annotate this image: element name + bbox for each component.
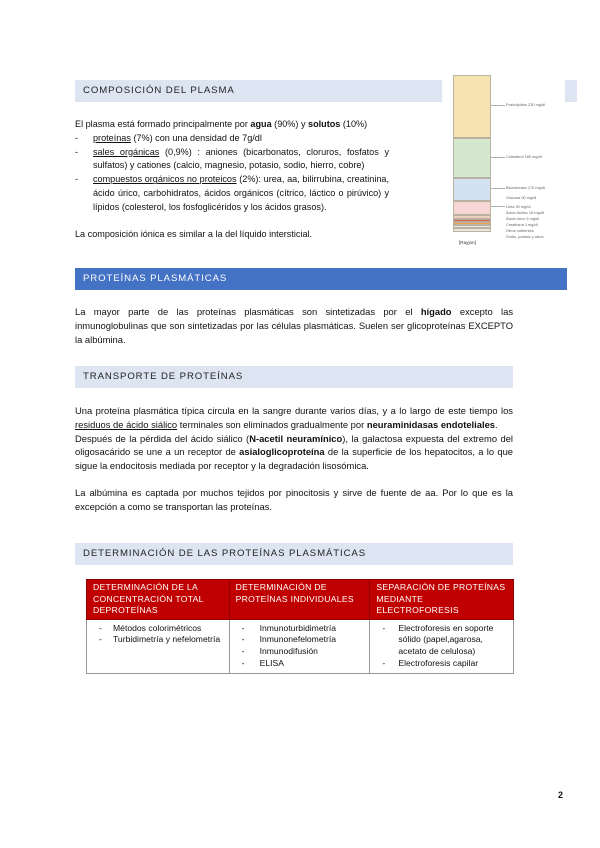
table-header-row (87, 580, 514, 620)
list-item: - Electroforesis capilar (376, 658, 507, 670)
methods-table (86, 579, 514, 674)
figure-source: [Rayjon] (459, 240, 476, 245)
bar-bicarbonato (453, 178, 491, 201)
label-acido-lactico: Ácido láctico 18 mg/dl (506, 210, 544, 215)
label-urea: Urea 30 mg/dl (506, 204, 531, 209)
bar-colesterol (453, 138, 491, 178)
composicion-list (75, 132, 389, 215)
table-header: DETERMINACIÓN DE PROTEÍNAS INDIVIDUALES (229, 580, 370, 620)
page-number: 2 (558, 790, 564, 800)
label-colesterol: Colesterol 180 mg/dl (506, 154, 542, 159)
label-fosfolipidos: Fosfolípidos 230 mg/dl (506, 102, 546, 107)
plasma-composition-figure (451, 72, 571, 252)
heading-text: DETERMINACIÓN DE LAS PROTEÍNAS PLASMÁTICAS (83, 548, 367, 559)
label-creatinina: Creatinina 1 mg/dl (506, 222, 538, 227)
list-item: - Electroforesis en soporte sólido (papel,agarosa, acetato de celulosa) (376, 623, 507, 658)
list-item: - compuestos orgánicos no proteicos (2%): urea, aa, bilirrubina, creatinina, ácido úrico, carbohidratos, ácidos orgánicos (cítrico, láctico o pirúvico) y lípidos (colesterol, los fosfoglicéridos y los ácidos grasos). (75, 173, 389, 214)
composicion-body (75, 118, 389, 242)
transporte-p3: La albúmina es captada por muchos tejidos por pinocitosis y sirve de fuente de aa. Por lo que es la excepción a como se transportan las proteínas. (75, 487, 513, 512)
transporte-p2: Después de la pérdida del ácido siálico (N-acetil neuramínico), la galactosa expuesta del extremo del oligosacárido se une a un receptor de asialoglicoproteína de la superficie de los hepatocitos, a lo que sigue la endocitosis mediada por receptor y la degradación lisosómica. (75, 432, 513, 472)
list-item: - ELISA (236, 658, 364, 670)
bar-otros (453, 228, 491, 232)
list-item: - Turbidimetría y nefelometría (93, 634, 223, 646)
label-bicarbonato: Bicarbonato 170 mg/dl (506, 185, 545, 190)
list-item: - Inmunonefelometría (236, 634, 364, 646)
heading-text: COMPOSICIÓN DEL PLASMA (83, 85, 235, 96)
bar-glucosa (453, 201, 491, 215)
method-list (93, 623, 223, 646)
list-item: - sales orgánicas (0,9%) : aniones (bicarbonatos, cloruros, fosfatos y sulfatos) y cationes (calcio, magnesio, potasio, sodio, hierro, cobre) (75, 146, 389, 174)
transporte-p1: Una proteína plasmática típica circula en la sangre durante varios días, y a lo largo de este tiempo los residuos de ácido siálico terminales son eliminados gradualmente por neuraminidasas endoteliales. (75, 405, 513, 430)
list-item: - Métodos colorimétricos (93, 623, 223, 635)
bar-fosfolipidos (453, 75, 491, 138)
transporte-body (75, 404, 513, 514)
table-cell (87, 619, 230, 673)
section-heading-determinacion (75, 543, 513, 565)
list-item: - proteínas (7%) con una densidad de 7g/dl (75, 132, 389, 146)
section-heading-composicion (75, 80, 442, 102)
table-row (87, 619, 514, 673)
list-item: - Inmunodifusión (236, 646, 364, 658)
method-list (236, 623, 364, 669)
table-header: SEPARACIÓN DE PROTEÍNAS MEDIANTE ELECTROFORESIS (370, 580, 514, 620)
proteinas-body (75, 305, 513, 346)
label-otros: Otros nutrientes (506, 228, 534, 233)
proteinas-paragraph: La mayor parte de las proteínas plasmáticas son sintetizadas por el hígado excepto las inmunoglobulinas que son sintetizadas por las células plasmáticas. Suelen ser glicoproteínas EXCEPTO la albúmina. (75, 306, 514, 345)
list-item: - Inmunoturbidimetría (236, 623, 364, 635)
heading-text: PROTEÍNAS PLASMÁTICAS (83, 273, 228, 284)
label-glucosa: Glucosa 90 mg/dl (506, 195, 537, 200)
section-heading-proteinas (75, 268, 567, 290)
method-list (376, 623, 507, 669)
heading-text: TRANSPORTE DE PROTEÍNAS (83, 371, 244, 382)
table-header: DETERMINACIÓN DE LA CONCENTRACIÓN TOTAL DEPROTEÍNAS (87, 580, 230, 620)
composicion-closing: La composición iónica es similar a la del líquido intersticial. (75, 228, 313, 239)
section-heading-transporte (75, 366, 513, 388)
label-sodio: Sodio, potasio y otros (506, 234, 544, 239)
table-cell (229, 619, 370, 673)
table-cell (370, 619, 514, 673)
composicion-intro: El plasma está formado principalmente por agua (90%) y solutos (10%) (75, 119, 368, 129)
label-acido-urico: Ácido úrico 5 mg/dl (506, 216, 540, 221)
